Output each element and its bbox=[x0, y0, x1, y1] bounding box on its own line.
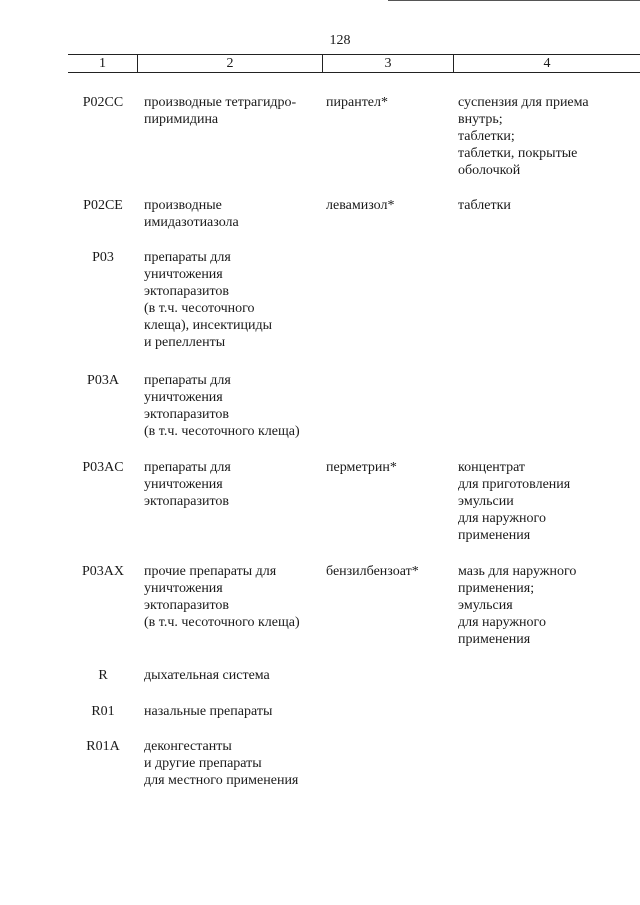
dosage-form-line: для наружного bbox=[458, 511, 546, 526]
table-row bbox=[68, 738, 640, 838]
table-header bbox=[68, 54, 640, 73]
group-name-line: имидазотиазола bbox=[144, 215, 239, 230]
atc-code: P03AX bbox=[81, 564, 124, 579]
dosage-form-line: концентрат bbox=[458, 460, 526, 475]
dosage-form-line: таблетки bbox=[458, 198, 511, 213]
dosage-form-line: применения; bbox=[458, 581, 535, 596]
group-name-line: и репелленты bbox=[144, 335, 226, 350]
group-name-line: (в т.ч. чесоточного bbox=[144, 301, 255, 316]
group-name-line: препараты для bbox=[144, 373, 231, 388]
atc-code: R01A bbox=[86, 739, 120, 754]
group-name-line: эктопаразитов bbox=[144, 284, 230, 299]
dosage-form bbox=[458, 563, 576, 648]
group-name-line: эктопаразитов bbox=[144, 494, 230, 509]
drug-name-line: пирантел* bbox=[326, 95, 389, 110]
group-name-line: дыхательная система bbox=[144, 668, 270, 683]
dosage-form bbox=[458, 197, 511, 214]
drug-name bbox=[326, 197, 394, 214]
atc-code: P02CC bbox=[82, 95, 124, 110]
dosage-form-line: для наружного bbox=[458, 615, 546, 630]
header-col-1: 1 bbox=[99, 56, 106, 71]
dosage-form-line: эмульсия bbox=[458, 598, 513, 613]
dosage-form bbox=[458, 459, 570, 544]
dosage-form-line: для приготовления bbox=[458, 477, 571, 492]
group-name-line: для местного применения bbox=[144, 773, 299, 788]
atc-code: R bbox=[98, 668, 108, 683]
dosage-form-line: внутрь; bbox=[458, 112, 503, 127]
group-name bbox=[144, 703, 272, 720]
dosage-form-line: суспензия для приема bbox=[458, 95, 589, 110]
dosage-form-line: эмульсии bbox=[458, 494, 514, 509]
table-row bbox=[68, 94, 640, 194]
atc-code: P03A bbox=[87, 373, 119, 388]
atc-code: P02CE bbox=[83, 198, 123, 213]
group-name bbox=[144, 667, 270, 684]
group-name-line: клеща), инсектициды bbox=[144, 318, 272, 333]
group-name-line: препараты для bbox=[144, 250, 231, 265]
drug-name-line: левамизол* bbox=[326, 198, 395, 213]
page-number: 128 bbox=[329, 33, 351, 48]
header-col-4: 4 bbox=[453, 55, 640, 72]
drug-name bbox=[326, 563, 419, 580]
group-name bbox=[144, 459, 231, 510]
table-row bbox=[68, 563, 640, 663]
group-name bbox=[144, 738, 298, 789]
group-name bbox=[144, 563, 300, 631]
group-name-line: (в т.ч. чесоточного клеща) bbox=[144, 615, 300, 630]
atc-code: R01 bbox=[91, 704, 115, 719]
group-name bbox=[144, 197, 239, 231]
table-row bbox=[68, 459, 640, 559]
group-name-line: и другие препараты bbox=[144, 756, 262, 771]
group-name-line: пиримидина bbox=[144, 112, 219, 127]
group-name-line: уничтожения bbox=[144, 267, 223, 282]
group-name-line: деконгестанты bbox=[144, 739, 232, 754]
dosage-form-line: применения bbox=[458, 528, 531, 543]
group-name-line: (в т.ч. чесоточного клеща) bbox=[144, 424, 300, 439]
drug-name bbox=[326, 94, 388, 111]
group-name-line: производные bbox=[144, 198, 222, 213]
top-rule bbox=[388, 0, 640, 1]
group-name-line: назальные препараты bbox=[144, 704, 273, 719]
dosage-form bbox=[458, 94, 589, 179]
dosage-form-line: таблетки; bbox=[458, 129, 515, 144]
table-row bbox=[68, 372, 640, 472]
drug-name-line: бензилбензоат* bbox=[326, 564, 419, 579]
group-name-line: прочие препараты для bbox=[144, 564, 277, 579]
group-name-line: производные тетрагидро- bbox=[144, 95, 297, 110]
dosage-form-line: применения bbox=[458, 632, 531, 647]
group-name-line: уничтожения bbox=[144, 477, 223, 492]
group-name bbox=[144, 372, 300, 440]
group-name bbox=[144, 249, 272, 351]
group-name bbox=[144, 94, 296, 128]
group-name-line: уничтожения bbox=[144, 581, 223, 596]
dosage-form-line: оболочкой bbox=[458, 163, 521, 178]
atc-code: P03 bbox=[92, 250, 114, 265]
drug-name bbox=[326, 459, 397, 476]
dosage-form-line: таблетки, покрытые bbox=[458, 146, 578, 161]
group-name-line: эктопаразитов bbox=[144, 407, 230, 422]
header-col-3: 3 bbox=[322, 55, 453, 72]
drug-name-line: перметрин* bbox=[326, 460, 397, 475]
header-col-2: 2 bbox=[137, 55, 322, 72]
table-row bbox=[68, 249, 640, 349]
group-name-line: препараты для bbox=[144, 460, 231, 475]
atc-code: P03AC bbox=[82, 460, 124, 475]
group-name-line: уничтожения bbox=[144, 390, 223, 405]
group-name-line: эктопаразитов bbox=[144, 598, 230, 613]
dosage-form-line: мазь для наружного bbox=[458, 564, 577, 579]
